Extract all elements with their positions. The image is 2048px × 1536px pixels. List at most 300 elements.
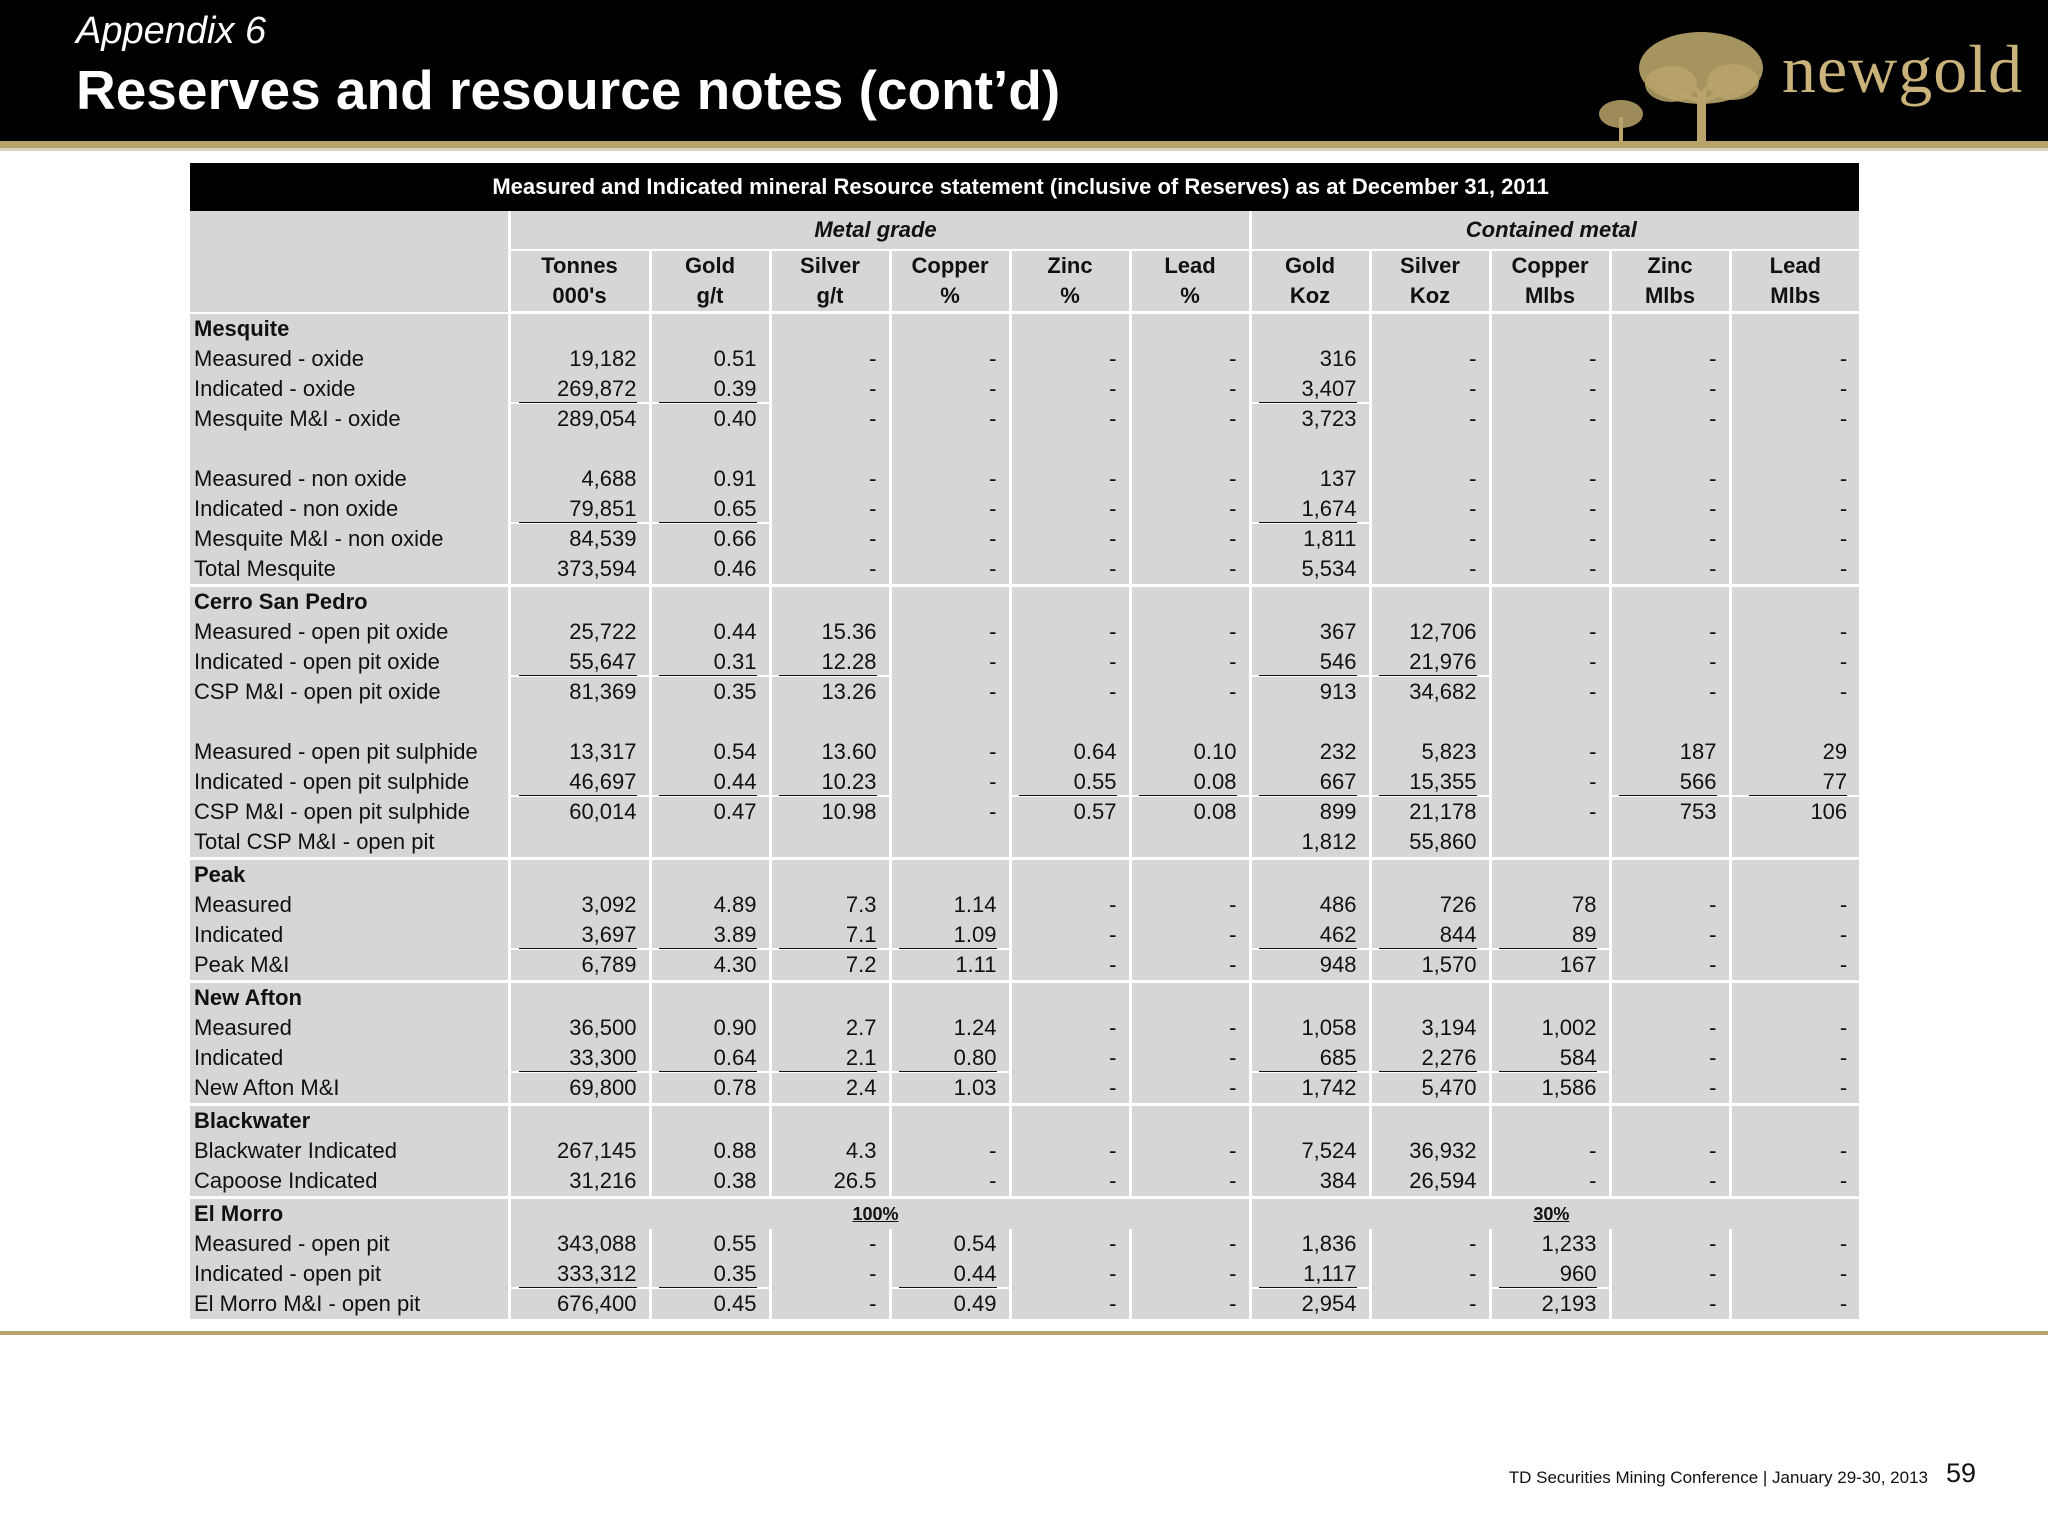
table-cell-underlined: [1010, 767, 1130, 797]
table-cell: -: [1130, 494, 1250, 524]
empty-cell: [1010, 586, 1130, 618]
table-cell: -: [890, 374, 1010, 404]
table-cell: 4.3: [770, 1136, 890, 1166]
table-cell: 4.30: [650, 950, 770, 982]
column-unit: Koz: [1250, 281, 1370, 313]
empty-cell: [1370, 586, 1490, 618]
table-cell-underlined: [650, 1259, 770, 1289]
table-cell: -: [1610, 1073, 1730, 1105]
cell-value: 0.08: [1139, 769, 1237, 796]
table-cell: 367: [1250, 617, 1370, 647]
empty-cell: [1010, 1105, 1130, 1137]
table-cell: 187: [1610, 737, 1730, 767]
table-row: [190, 404, 1859, 434]
empty-cell: [890, 859, 1010, 891]
table-row: [190, 737, 1859, 767]
cell-value: 333,312: [519, 1261, 637, 1288]
empty-cell: [1130, 859, 1250, 891]
table-cell: -: [1730, 1166, 1859, 1198]
table-cell: [1490, 827, 1610, 859]
empty-cell: [1010, 434, 1130, 464]
row-label: Indicated - open pit sulphide: [190, 767, 509, 797]
table-cell: [650, 827, 770, 859]
table-cell: 7.2: [770, 950, 890, 982]
table-row: [190, 1259, 1859, 1289]
table-cell: 13,317: [509, 737, 650, 767]
table-cell: 0.40: [650, 404, 770, 434]
section-label: Blackwater: [190, 1105, 509, 1137]
empty-cell: [190, 434, 509, 464]
row-label: CSP M&I - open pit oxide: [190, 677, 509, 707]
table-cell-underlined: [890, 920, 1010, 950]
table-cell: 1.11: [890, 950, 1010, 982]
table-cell: -: [1370, 524, 1490, 554]
cell-value: 1,117: [1259, 1261, 1357, 1288]
table-cell: -: [1010, 404, 1130, 434]
empty-cell: [1370, 859, 1490, 891]
empty-cell: [650, 1105, 770, 1137]
row-label: Indicated - non oxide: [190, 494, 509, 524]
empty-cell: [1250, 982, 1370, 1014]
column-unit: g/t: [770, 281, 890, 313]
column-header: Copper: [1490, 250, 1610, 281]
table-cell: -: [1730, 617, 1859, 647]
row-label: Mesquite M&I - non oxide: [190, 524, 509, 554]
empty-cell: [1610, 313, 1730, 345]
empty-cell: [1250, 434, 1370, 464]
table-cell-underlined: [1250, 1043, 1370, 1073]
table-cell-underlined: [509, 1043, 650, 1073]
table-cell: -: [1490, 767, 1610, 797]
table-cell: -: [1490, 617, 1610, 647]
empty-cell: [1730, 982, 1859, 1014]
table-cell-underlined: [770, 767, 890, 797]
column-header: Lead: [1730, 250, 1859, 281]
table-cell: 69,800: [509, 1073, 650, 1105]
table-cell-underlined: [890, 1259, 1010, 1289]
table-row: [190, 647, 1859, 677]
table-cell: 5,534: [1250, 554, 1370, 586]
empty-cell: [650, 982, 770, 1014]
table-cell: -: [1730, 1073, 1859, 1105]
empty-cell: [509, 1105, 650, 1137]
table-cell: 15.36: [770, 617, 890, 647]
resource-statement-table: [190, 163, 1859, 1319]
empty-cell: [1490, 1105, 1610, 1137]
empty-cell: [770, 1105, 890, 1137]
table-row: [190, 494, 1859, 524]
table-cell: -: [1130, 1013, 1250, 1043]
table-cell: 36,500: [509, 1013, 650, 1043]
table-cell: [890, 827, 1010, 859]
table-cell: 13.60: [770, 737, 890, 767]
section-row: [190, 586, 1859, 618]
section-label: Cerro San Pedro: [190, 586, 509, 618]
table-cell: -: [1610, 1166, 1730, 1198]
empty-cell: [1130, 586, 1250, 618]
table-row: [190, 1043, 1859, 1073]
table-cell-underlined: [1370, 1043, 1490, 1073]
row-label: Indicated: [190, 920, 509, 950]
empty-cell: [1370, 982, 1490, 1014]
empty-cell: [890, 1105, 1010, 1137]
table-cell: [1010, 827, 1130, 859]
table-cell: -: [1370, 404, 1490, 434]
table-cell: 1,812: [1250, 827, 1370, 859]
column-header: Lead: [1130, 250, 1250, 281]
table-cell: 10.98: [770, 797, 890, 827]
cell-value: 685: [1259, 1045, 1357, 1072]
row-label: Total Mesquite: [190, 554, 509, 586]
empty-cell: [1130, 707, 1250, 737]
table-cell: -: [1010, 1136, 1130, 1166]
column-unit: Koz: [1370, 281, 1490, 313]
empty-cell: [1370, 1105, 1490, 1137]
cell-value: 1,674: [1259, 496, 1357, 523]
table-cell: 2.7: [770, 1013, 890, 1043]
table-cell: -: [1130, 647, 1250, 677]
row-label: Measured - open pit oxide: [190, 617, 509, 647]
empty-cell: [1490, 982, 1610, 1014]
table-cell: 1,836: [1250, 1229, 1370, 1259]
table-cell: -: [1730, 920, 1859, 950]
empty-cell: [509, 586, 650, 618]
table-cell: 19,182: [509, 344, 650, 374]
empty-cell: [1490, 707, 1610, 737]
table-cell-underlined: [509, 767, 650, 797]
empty-cell: [1370, 313, 1490, 345]
table-cell: 289,054: [509, 404, 650, 434]
table-cell-underlined: [509, 647, 650, 677]
table-cell-underlined: [1250, 374, 1370, 404]
table-cell-underlined: [650, 374, 770, 404]
table-cell: -: [1010, 1073, 1130, 1105]
table-row: [190, 797, 1859, 827]
table-cell: 81,369: [509, 677, 650, 707]
column-unit: 000's: [509, 281, 650, 313]
table-cell: 26.5: [770, 1166, 890, 1198]
table-cell: 753: [1610, 797, 1730, 827]
table-cell: -: [890, 494, 1010, 524]
table-cell: -: [770, 1289, 890, 1319]
table-cell: -: [1130, 617, 1250, 647]
table-cell: -: [1490, 344, 1610, 374]
section-row: [190, 859, 1859, 891]
table-cell: 232: [1250, 737, 1370, 767]
table-cell: -: [1730, 524, 1859, 554]
column-header: Gold: [1250, 250, 1370, 281]
table-row: [190, 374, 1859, 404]
group-metal-grade: Metal grade: [509, 211, 1250, 250]
table-cell: -: [1730, 1229, 1859, 1259]
section-label: New Afton: [190, 982, 509, 1014]
table-cell: -: [890, 737, 1010, 767]
table-row: [190, 617, 1859, 647]
table-cell: 7,524: [1250, 1136, 1370, 1166]
table-cell: -: [1610, 1013, 1730, 1043]
cell-value: 15,355: [1379, 769, 1477, 796]
table-cell: -: [1010, 1259, 1130, 1289]
table-cell: 5,470: [1370, 1073, 1490, 1105]
cell-value: 462: [1259, 922, 1357, 949]
section-row: [190, 982, 1859, 1014]
cell-value: 1.09: [899, 922, 997, 949]
empty-cell: [509, 859, 650, 891]
table-cell: -: [1130, 1166, 1250, 1198]
table-cell: 60,014: [509, 797, 650, 827]
empty-cell: [1490, 859, 1610, 891]
table-cell: -: [1130, 1259, 1250, 1289]
table-cell: 0.54: [650, 737, 770, 767]
column-header: Silver: [1370, 250, 1490, 281]
table-cell-underlined: [1610, 767, 1730, 797]
empty-cell: [650, 859, 770, 891]
column-header: Copper: [890, 250, 1010, 281]
section-row: [190, 1198, 1859, 1230]
table-cell-underlined: [770, 1043, 890, 1073]
table-cell-underlined: [1250, 920, 1370, 950]
bottom-gold-rule: [0, 1331, 2048, 1335]
cell-value: 46,697: [519, 769, 637, 796]
empty-cell: [509, 982, 650, 1014]
empty-cell: [509, 707, 650, 737]
table-cell: 0.10: [1130, 737, 1250, 767]
table-cell: 12,706: [1370, 617, 1490, 647]
cell-value: 269,872: [519, 376, 637, 403]
empty-cell: [890, 982, 1010, 1014]
table-row: [190, 890, 1859, 920]
cell-value: 7.1: [779, 922, 877, 949]
empty-cell: [890, 586, 1010, 618]
ownership-percent-left: 100%: [509, 1198, 1250, 1230]
table-cell: -: [890, 647, 1010, 677]
empty-cell: [770, 859, 890, 891]
table-cell: -: [1010, 1166, 1130, 1198]
empty-cell: [650, 586, 770, 618]
column-unit: %: [890, 281, 1010, 313]
empty-cell: [1730, 313, 1859, 345]
cell-value: 0.55: [1019, 769, 1117, 796]
table-cell: 267,145: [509, 1136, 650, 1166]
table-cell: -: [770, 464, 890, 494]
table-cell: 0.38: [650, 1166, 770, 1198]
table-cell-underlined: [770, 647, 890, 677]
table-cell: 29: [1730, 737, 1859, 767]
cell-value: 566: [1619, 769, 1717, 796]
table-cell: 1.03: [890, 1073, 1010, 1105]
table-cell: -: [1610, 1043, 1730, 1073]
empty-cell: [770, 982, 890, 1014]
table-cell: -: [1370, 554, 1490, 586]
column-header: Zinc: [1010, 250, 1130, 281]
row-label: New Afton M&I: [190, 1073, 509, 1105]
table-cell: -: [890, 344, 1010, 374]
table-title-row: [190, 163, 1859, 211]
table-cell: 486: [1250, 890, 1370, 920]
table-cell: -: [890, 1166, 1010, 1198]
table-cell: 34,682: [1370, 677, 1490, 707]
table-cell: -: [1490, 647, 1610, 677]
table-cell: 726: [1370, 890, 1490, 920]
table-row: [190, 1073, 1859, 1105]
cell-value: 0.65: [659, 496, 757, 523]
empty-cell: [1610, 1105, 1730, 1137]
column-unit: Mlbs: [1610, 281, 1730, 313]
table-cell: -: [1130, 920, 1250, 950]
cell-value: 10.23: [779, 769, 877, 796]
table-cell: -: [770, 1259, 890, 1289]
table-cell-underlined: [1370, 920, 1490, 950]
cell-value: 0.39: [659, 376, 757, 403]
table-cell: 55,860: [1370, 827, 1490, 859]
cell-value: 21,976: [1379, 649, 1477, 676]
table-cell: -: [1610, 1229, 1730, 1259]
table-cell: -: [1490, 677, 1610, 707]
table-cell: 3,092: [509, 890, 650, 920]
empty-cell: [1490, 586, 1610, 618]
row-label: Indicated - open pit oxide: [190, 647, 509, 677]
table-cell: 0.46: [650, 554, 770, 586]
table-cell: 106: [1730, 797, 1859, 827]
row-label: Measured - oxide: [190, 344, 509, 374]
table-cell: -: [1490, 737, 1610, 767]
table-cell: -: [1130, 950, 1250, 982]
table-cell: -: [1730, 677, 1859, 707]
table-cell: 3,723: [1250, 404, 1370, 434]
table-cell: -: [1010, 1289, 1130, 1319]
table-cell: 36,932: [1370, 1136, 1490, 1166]
table-cell: -: [1370, 1229, 1490, 1259]
empty-cell: [1730, 707, 1859, 737]
spacer-row: [190, 434, 1859, 464]
spacer-row: [190, 707, 1859, 737]
empty-cell: [770, 313, 890, 345]
table-cell: 1,233: [1490, 1229, 1610, 1259]
table-cell-underlined: [650, 920, 770, 950]
column-header: Silver: [770, 250, 890, 281]
table-cell-underlined: [1730, 767, 1859, 797]
page-number: 59: [1946, 1458, 1977, 1488]
empty-cell: [770, 434, 890, 464]
table-cell: -: [1370, 1289, 1490, 1319]
cell-value: 0.64: [659, 1045, 757, 1072]
table-cell: -: [1730, 950, 1859, 982]
table-cell: -: [1730, 494, 1859, 524]
section-row: [190, 313, 1859, 345]
table-cell: -: [1730, 404, 1859, 434]
table-cell: 0.49: [890, 1289, 1010, 1319]
table-cell: [1610, 827, 1730, 859]
table-row: [190, 554, 1859, 586]
newgold-wordmark: newgold: [1782, 31, 2024, 107]
row-label: Measured: [190, 890, 509, 920]
table-cell: 0.55: [650, 1229, 770, 1259]
table-cell: -: [1610, 554, 1730, 586]
table-cell: -: [1370, 1259, 1490, 1289]
table-cell: 0.90: [650, 1013, 770, 1043]
table-cell: 1,811: [1250, 524, 1370, 554]
table-cell: -: [1130, 554, 1250, 586]
column-unit: Mlbs: [1730, 281, 1859, 313]
table-cell: -: [1010, 374, 1130, 404]
row-label: CSP M&I - open pit sulphide: [190, 797, 509, 827]
table-cell-underlined: [650, 494, 770, 524]
table-cell: -: [1130, 344, 1250, 374]
table-cell: 0.35: [650, 677, 770, 707]
table-cell: 373,594: [509, 554, 650, 586]
table-cell: 343,088: [509, 1229, 650, 1259]
cell-value: 0.80: [899, 1045, 997, 1072]
table-cell: -: [1610, 617, 1730, 647]
table-cell: -: [1490, 797, 1610, 827]
empty-cell: [1010, 707, 1130, 737]
table-cell: -: [770, 344, 890, 374]
cell-value: 79,851: [519, 496, 637, 523]
table-cell: -: [1610, 404, 1730, 434]
table-cell: 0.88: [650, 1136, 770, 1166]
table-cell-underlined: [1490, 1043, 1610, 1073]
table-cell: -: [1610, 890, 1730, 920]
table-row: [190, 524, 1859, 554]
cell-value: 3.89: [659, 922, 757, 949]
table-cell: 137: [1250, 464, 1370, 494]
empty-cell: [1730, 586, 1859, 618]
table-cell: -: [770, 404, 890, 434]
table-cell: 1,002: [1490, 1013, 1610, 1043]
section-label: El Morro: [190, 1198, 509, 1230]
table-cell: -: [1490, 524, 1610, 554]
table-cell: -: [1610, 647, 1730, 677]
row-label: Measured - open pit: [190, 1229, 509, 1259]
table-cell: -: [890, 464, 1010, 494]
table-row: [190, 827, 1859, 859]
table-cell: 4,688: [509, 464, 650, 494]
table-cell-underlined: [509, 494, 650, 524]
empty-cell: [1730, 434, 1859, 464]
column-header: Zinc: [1610, 250, 1730, 281]
cell-value: 2.1: [779, 1045, 877, 1072]
empty-cell: [1250, 859, 1370, 891]
table-cell: -: [1610, 464, 1730, 494]
section-row: [190, 1105, 1859, 1137]
table-cell: -: [1010, 677, 1130, 707]
section-label: Mesquite: [190, 313, 509, 345]
table-cell-underlined: [1130, 767, 1250, 797]
row-label: Measured - non oxide: [190, 464, 509, 494]
table-cell: 0.45: [650, 1289, 770, 1319]
empty-cell: [1490, 313, 1610, 345]
table-cell: 384: [1250, 1166, 1370, 1198]
table-cell: 5,823: [1370, 737, 1490, 767]
table-cell: -: [1370, 464, 1490, 494]
table-cell: -: [1490, 494, 1610, 524]
table-cell: 0.51: [650, 344, 770, 374]
table-row: [190, 767, 1859, 797]
table-cell-underlined: [1370, 647, 1490, 677]
table-cell: 0.54: [890, 1229, 1010, 1259]
section-label: Peak: [190, 859, 509, 891]
empty-cell: [650, 707, 770, 737]
table-cell: -: [1010, 524, 1130, 554]
table-cell: 0.66: [650, 524, 770, 554]
table-cell: -: [1730, 1259, 1859, 1289]
table-cell: -: [1730, 1013, 1859, 1043]
table-cell: 7.3: [770, 890, 890, 920]
table-cell: 1.24: [890, 1013, 1010, 1043]
table-cell-underlined: [509, 374, 650, 404]
empty-cell: [890, 707, 1010, 737]
table-cell: [1730, 827, 1859, 859]
